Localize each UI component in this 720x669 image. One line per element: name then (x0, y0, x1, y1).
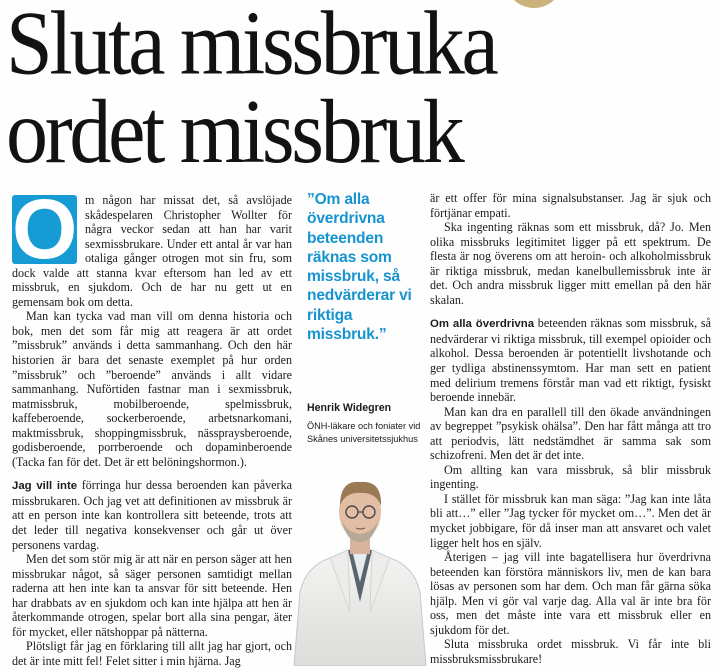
drop-cap: O (12, 195, 77, 264)
paragraph: Återigen – jag vill inte bagatellisera hur överdrivna beteenden kan förstöra människors liv, men de kan bara lösas av personen som har dem. Och man får gärna söka hjälp. Men vi gör val varje dag. Alla val är inte bra för oss, men det måste inte vara ett missbruk eller en sjukdom för det. (430, 550, 711, 637)
article-column-left (12, 193, 292, 669)
paragraph-text: förringa hur dessa beroenden kan påverka missbrukaren. Och jag vet att definitionen av missbruk är att en person inte kan kontrollera sitt beteende, trots att det leder till negativa konsekvenser och går ut över personens vardag. (12, 478, 292, 552)
paragraph-intro (12, 193, 292, 309)
paragraph: Man kan tycka vad man vill om denna historia och bok, men det som får mig att reagera är att ordet ”missbruk” används i detta sammanhang. Och den här historien är bara det senaste exemplet på hur orden ”missbruk” och ”beroende” används i allt vidare sammanhang. Nuförtiden fastnar man i sexmissbruk, matmissbruk, mobilberoende, spelmissbruk, kaffeberoende, sockerberoende, arbetsnarkomani, maktmissbruk, shoppingmissbruk, nässpraysberoende, godisberoende, porrberoende och dopaminberoende (Tacka fan för det. Det är ett belöningshormon.). (12, 309, 292, 469)
paragraph: Plötsligt får jag en förklaring till allt jag har gjort, och det är inte mitt fel! Felet sitter i min hjärna. Jag (12, 639, 292, 668)
lead-in: Om alla överdrivna (430, 318, 535, 331)
paragraph: Sluta missbruka ordet missbruk. Vi får inte bli missbruksmissbrukare! (430, 637, 711, 666)
paragraph: I stället för missbruk kan man säga: ”Jag kan inte låta bli att…” eller ”Jag tycker för mycket om…”. Men det är mycket jobbigare, för då inser man att ansvaret och valet ligger helt hos en själv. (430, 491, 711, 550)
paragraph: Ska ingenting räknas som ett missbruk, då? Jo. Men olika missbruks legitimitet ligger på ett spektrum. De flesta är nog överens om att heroin- och alkoholmissbruk är riktiga missbruk, medan kanelbullemissbruk inte är det. Och andra missbruk ligger mitt emellan på den här skalan. (430, 220, 711, 307)
article-column-right (430, 191, 711, 667)
headline-line-1: Sluta missbruka (6, 0, 496, 94)
paragraph: Man kan dra en parallell till den ökade användningen av begreppet ”psykisk ohälsa”. Den har fått många att tro att periodvis, lätt nedstämdhet är samma sak som schizofreni. Men det är det inte. (430, 404, 711, 463)
paragraph: är ett offer för mina signalsubstanser. Jag är sjuk och förtjänar empati. (430, 191, 711, 220)
paragraph-section (12, 478, 292, 552)
pull-quote: ”Om alla överdrivna beteenden räknas som missbruk, så nedvärderar vi riktiga missbruk.” (307, 191, 412, 344)
paragraph-section (430, 316, 711, 404)
paragraph: Om allting kan vara missbruk, så blir missbruk ingenting. (430, 462, 711, 492)
headline (6, 0, 711, 183)
paragraph-text: beteenden räknas som missbruk, så nedvärderar vi riktiga missbruk, till exempel opioider och alkohol. Dessa beroenden är potentiellt livshotande och ger tydliga abstinenssymtom. Har man sett en patient med delirium tremens förstår man vad ett riktigt, fysiskt beroende innebär. (430, 316, 711, 405)
lead-in: Jag vill inte (12, 480, 78, 493)
author-role: ÖNH-läkare och foniater vid Skånes universitetssjukhus (307, 421, 421, 444)
author-portrait-icon (290, 462, 430, 666)
paragraph: Men det som stör mig är att när en person säger att hen missbrukar något, så säger personen samtidigt mellan raderna att hen inte kan ta ansvar för sitt beteende. Hen har drabbats av en sjukdom och kan inte hjälpa att hen är återkommande otrogen, spelar bort alla sina pengar, äter för mycket, eller nätshoppar på nätterna. (12, 552, 292, 639)
paragraph-intro-text: m någon har missat det, så avslöjade skådespelaren Christopher Wollter för några veckor sedan att han har varit sexmissbrukare. Under ett antal år var han otaliga gånger otrogen mot sin fru, som dock valde att stanna kvar eftersom han led av ett missbruk, en sjukdom. Och de har nu gett ut en gemensam bok om detta. (12, 193, 292, 309)
author-name: Henrik Widegren (307, 402, 392, 414)
headline-line-2: ordet missbruk (6, 82, 462, 183)
